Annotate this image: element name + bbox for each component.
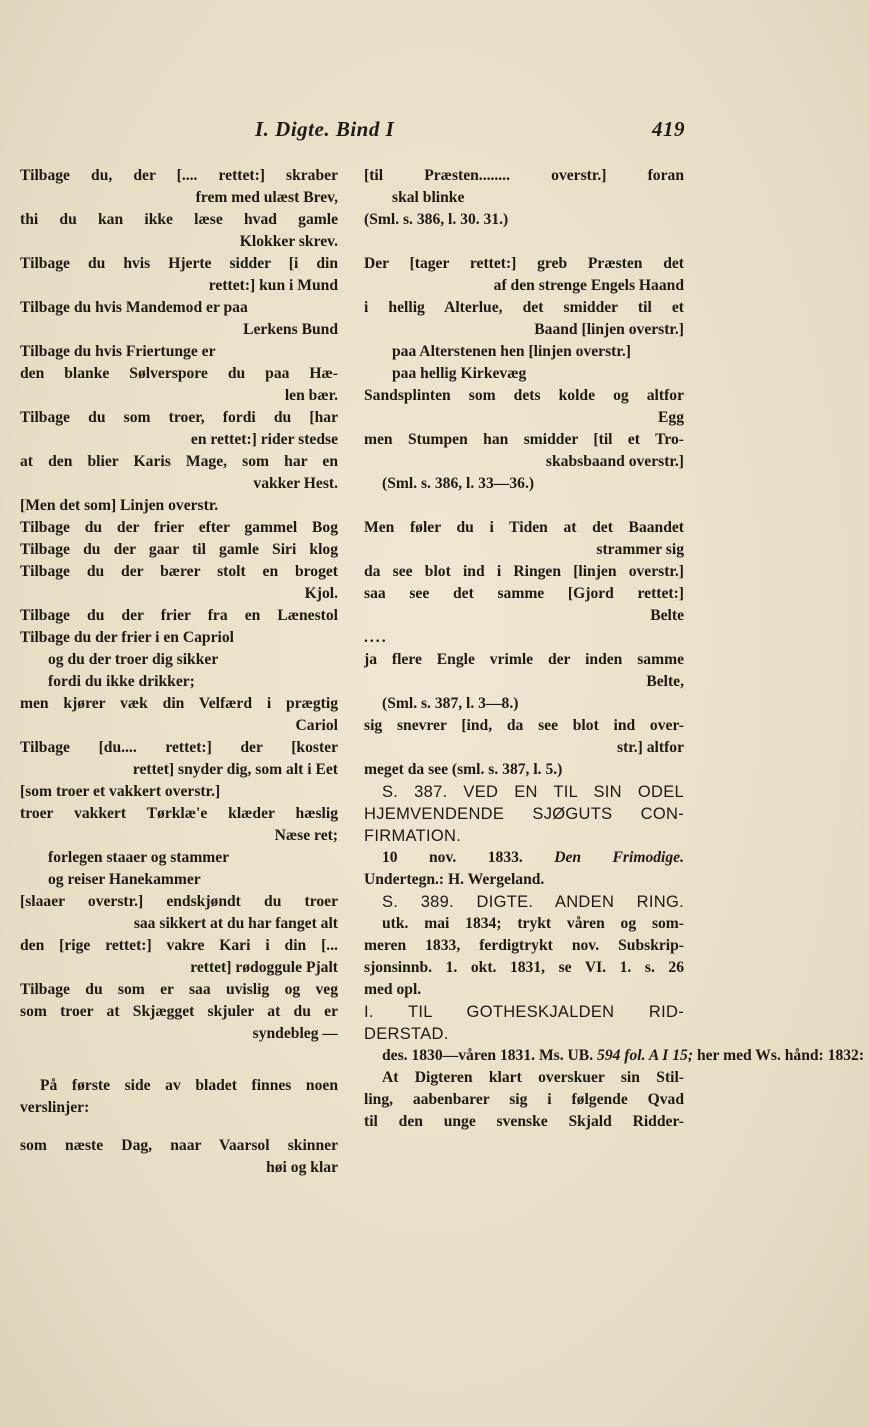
variant-line: strammer sig [596, 541, 684, 558]
poem-line: Tilbage du hvis Friertunge er [20, 343, 216, 360]
poem-line: og du der troer dig sikker [48, 651, 219, 668]
poem-line: saa sikkert at du har fanget alt [133, 915, 338, 932]
poem-line: den [rige rettet:] vakre Kari i din [... [20, 937, 338, 954]
editor-note: På første side av bladet finnes noen [40, 1077, 338, 1094]
subsection-meta [364, 1045, 865, 1067]
poem-line: syndebleg — [252, 1025, 338, 1042]
variant-line: Der [tager rettet:] greb Præsten det [364, 255, 684, 272]
poem-line: Tilbage du der frier i en Capriol [20, 629, 234, 646]
section-source: Den Frimodige. [554, 849, 684, 866]
poem-line: Tilbage du der frier fra en Lænestol [20, 607, 338, 624]
poem-line: en rettet:] rider stedse [190, 431, 338, 448]
poem-line: den blanke Sølverspore du paa Hæ- [20, 365, 338, 382]
poem-line: rettet] rødoggule Pjalt [190, 959, 338, 976]
poem-line: Næse ret; [274, 827, 338, 844]
variant-line: paa hellig Kirkevæg [392, 365, 527, 382]
meta-prefix: des. 1830—våren 1831. Ms. UB. [382, 1047, 594, 1064]
variant-line: Baand [linjen overstr.] [534, 321, 684, 338]
section-body: utk. mai 1834; trykt våren og som- [382, 915, 684, 932]
poem-line: Tilbage du hvis Hjerte sidder [i din [20, 255, 338, 272]
poem-line: fordi du ikke drikker; [48, 673, 195, 690]
section-heading: FIRMATION. [364, 827, 462, 845]
poem-line: Tilbage du som er saa uvislig og veg [20, 981, 338, 998]
reference-line: (Sml. s. 387, l. 3—8.) [382, 695, 519, 712]
poem-line: Tilbage [du.... rettet:] der [koster [20, 739, 338, 756]
variant-line: ja flere Engle vrimle der inden samme [364, 651, 684, 668]
poem-line: len bær. [284, 387, 338, 404]
poem-line: og reiser Hanekammer [48, 871, 201, 888]
right-column [364, 165, 865, 1133]
editor-note: verslinjer: [20, 1099, 90, 1116]
subsection-body: ling, aabenbarer sig i følgende Qvad [364, 1091, 684, 1108]
poem-line: at den blier Karis Mage, som har en [20, 453, 338, 470]
variant-line: i hellig Alterlue, det smidder til et [364, 299, 684, 316]
ellipsis-marker: .... [364, 629, 388, 646]
variant-line: Men føler du i Tiden at det Baandet [364, 519, 684, 536]
variant-line: Egg [658, 409, 684, 426]
section-heading: S. 387. VED EN TIL SIN ODEL [382, 783, 684, 801]
reference-line: (Sml. s. 386, l. 33—36.) [382, 475, 535, 492]
section-date: 10 nov. 1833. [382, 849, 523, 866]
poem-line: rettet:] kun i Mund [208, 277, 338, 294]
section-body: meren 1833, ferdigtrykt nov. Subskrip- [364, 937, 684, 954]
variant-line: Belte, [646, 673, 684, 690]
running-title: I. Digte. Bind I [255, 117, 395, 141]
section-body: med opl. [364, 981, 422, 998]
poem-line: frem med ulæst Brev, [195, 189, 338, 206]
poem-line: Tilbage du som troer, fordi du [har [20, 409, 338, 426]
section-heading: HJEMVENDENDE SJØGUTS CON- [364, 805, 684, 823]
subsection-body: At Digteren klart overskuer sin Stil- [382, 1069, 684, 1086]
variant-line: meget da see (sml. s. 387, l. 5.) [364, 761, 563, 778]
meta-ref: 594 fol. A I 15; [597, 1047, 694, 1064]
poem-line: [som troer et vakkert overstr.] [20, 783, 221, 800]
poem-line: Tilbage du hvis Mandemod er paa [20, 299, 248, 316]
poem-line: Kjol. [304, 585, 338, 602]
variant-line: [til Præsten........ overstr.] foran [364, 167, 684, 184]
poem-line: thi du kan ikke læse hvad gamle [20, 211, 338, 228]
variant-line: af den strenge Engels Haand [493, 277, 684, 294]
poem-line: [Men det som] Linjen overstr. [20, 497, 219, 514]
reference-line: (Sml. s. 386, l. 30. 31.) [364, 211, 509, 228]
poem-line: men kjører væk din Velfærd i prægtig [20, 695, 338, 712]
section-signature: Undertegn.: H. Wergeland. [364, 871, 545, 888]
variant-line: sig snevrer [ind, da see blot ind over- [364, 717, 684, 734]
poem-line: Cariol [295, 717, 338, 734]
section-heading: S. 389. DIGTE. ANDEN RING. [382, 893, 684, 911]
poem-line: som næste Dag, naar Vaarsol skinner [20, 1137, 338, 1154]
variant-line: paa Alterstenen hen [linjen overstr.] [392, 343, 631, 360]
variant-line: saa see det samme [Gjord rettet:] [364, 585, 684, 602]
poem-line: som troer at Skjægget skjuler at du er [20, 1003, 338, 1020]
poem-line: troer vakkert Tørklæ'e klæder hæslig [20, 805, 338, 822]
subsection-heading: I. TIL GOTHESKJALDEN RID- [364, 1003, 684, 1021]
variant-line: men Stumpen han smidder [til et Tro- [364, 431, 684, 448]
subsection-body: til den unge svenske Skjald Ridder- [364, 1113, 684, 1130]
poem-line: vakker Hest. [253, 475, 338, 492]
poem-line: Klokker skrev. [239, 233, 338, 250]
poem-line: Tilbage du, der [.... rettet:] skraber [20, 167, 338, 184]
left-column [20, 165, 338, 1179]
variant-line: skabsbaand overstr.] [545, 453, 684, 470]
poem-line: Lerkens Bund [243, 321, 338, 338]
poem-line: Tilbage du der gaar til gamle Siri klog [20, 541, 338, 558]
poem-line: Tilbage du der frier efter gammel Bog [20, 519, 338, 536]
poem-line: forlegen staaer og stammer [48, 849, 230, 866]
meta-suffix: her med Ws. hånd: 1832: [696, 1047, 865, 1064]
subsection-heading: DERSTAD. [364, 1025, 449, 1043]
running-header [255, 117, 685, 147]
section-meta [364, 847, 684, 869]
variant-line: str.] altfor [617, 739, 684, 756]
page-number: 419 [652, 117, 685, 141]
variant-line: skal blinke [392, 189, 465, 206]
variant-line: Belte [650, 607, 684, 624]
poem-line: [slaaer overstr.] endskjøndt du troer [20, 893, 338, 910]
section-body: sjonsinnb. 1. okt. 1831, se VI. 1. s. 26 [364, 959, 684, 976]
poem-line: rettet] snyder dig, som alt i Eet [132, 761, 338, 778]
poem-line: Tilbage du der bærer stolt en broget [20, 563, 338, 580]
poem-line: høi og klar [266, 1159, 338, 1176]
variant-line: da see blot ind i Ringen [linjen overstr.] [364, 563, 684, 580]
variant-line: Sandsplinten som dets kolde og altfor [364, 387, 684, 404]
